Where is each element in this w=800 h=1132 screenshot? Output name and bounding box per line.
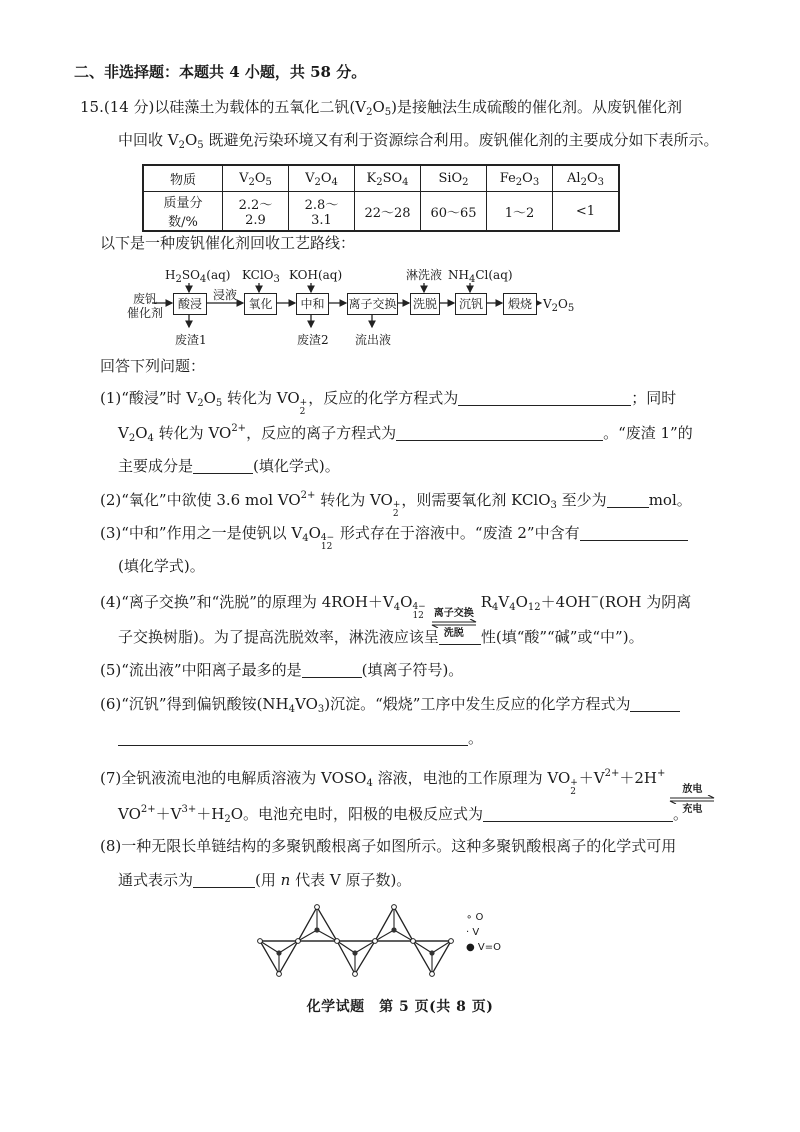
page-footer: 化学试题 第 5 页(共 8 页) [306,999,494,1015]
text: 子交换树脂)。为了提高洗脱效率，淋洗液应该呈 [118,628,439,646]
text: O。电池充电时，阳极的电极反应式为 [230,805,483,823]
text: O [558,297,568,311]
text: SO [181,268,200,282]
step-oxidation: 氧化 [244,293,277,315]
text: KClO [242,268,274,282]
vanadyl-atom [314,927,319,932]
text: VO [295,695,318,713]
output-label: 废渣1 [175,333,207,347]
text: 至少为 [556,491,607,509]
oxygen-atom [449,939,454,944]
text: K [366,171,377,186]
text: 22～28 [364,205,411,221]
subscript: 4 [331,177,338,188]
text: 。 [468,729,484,747]
legend-label: V [472,927,480,938]
superscript: + [657,768,666,779]
text: 二、非选择题：本题共 4 小题，共 58 分。 [74,63,367,81]
text: H [165,268,176,282]
subscript: 3 [532,177,540,188]
subscript: 2 [366,107,373,118]
legend-oxygen: ∘ O [466,912,484,923]
text: (4)“离子交换”和“洗脱”的原理为 4ROH＋V [100,593,394,611]
text: 以下是一种废钒催化剂回收工艺路线： [100,234,356,252]
subscript: 12 [412,611,424,621]
text: 。 [673,805,689,823]
text: SO [382,171,403,186]
text: O [515,593,528,611]
subscript: 2 [551,303,559,314]
subscript: 4 [302,533,309,544]
text: ＋4OH [540,593,591,611]
superscript: + [570,778,578,788]
oxygen-atom [392,905,397,910]
text: mol。 [648,491,692,509]
output-label: 废渣2 [297,333,329,347]
text: 主要成分是 [118,457,194,475]
step-elution: 洗脱 [410,293,440,315]
subscript: 2 [376,177,383,188]
legend-vanadium: · V [466,927,480,938]
text: 通式表示为 [118,871,194,889]
text: 。“废渣 1”的 [603,424,693,442]
vanadyl-atom [352,950,357,955]
superscript: 4− [320,533,335,543]
text: O [320,171,332,186]
subscript: 2 [224,814,231,825]
text: (1)“酸浸”时 V [100,389,198,407]
text: (8)一种无限长单链结构的多聚钒酸根离子如图所示。这种多聚钒酸根离子的化学式可用 [100,837,677,855]
text: (用 [255,871,281,889]
leach-liquid-label: 浸液 [213,288,238,302]
text: 15.(14 分)以硅藻土为载体的五氧化二钒(V [80,98,367,116]
text: ，则需要氧化剂 KClO [401,491,551,509]
subscript: 3 [273,274,280,285]
arrow-bottom-label: 洗脱 [443,628,464,639]
vanadyl-atom [429,950,434,955]
oxygen-atom [430,972,435,977]
superscript: 4− [412,602,426,612]
step-acid-leach: 酸浸 [173,293,207,315]
text: (2)“氧化”中欲使 3.6 mol VO [100,491,301,509]
text: ＋V [155,805,182,823]
subscript: 4 [288,704,296,715]
subscript: 2 [299,407,306,417]
subscript: 4 [509,602,516,613]
arrow-top-label: 放电 [682,784,703,795]
text: Al [567,171,581,186]
text: NH [448,268,469,282]
superscript: 3+ [181,804,197,815]
text: 质量分数/% [163,196,203,230]
text: ＋2H [619,769,658,787]
subscript: 2 [515,177,523,188]
subscript: 2 [570,787,576,797]
subscript: 12 [320,542,333,552]
step-precipitate: 沉钒 [455,293,487,315]
subscript: 2 [462,177,469,188]
text: R [480,593,493,611]
text: )沉淀。“煅烧”工序中发生反应的化学方程式为 [324,695,631,713]
arrow-bottom-label: 充电 [682,804,703,815]
subscript: 4 [199,274,207,285]
subscript: 4 [492,602,499,613]
subscript: 2 [392,509,399,519]
text: V [543,297,552,311]
oxygen-atom [373,939,378,944]
text: V [305,171,315,186]
text: 1～2 [504,205,535,221]
superscript: 2+ [140,804,156,815]
subscript: 5 [215,398,223,409]
oxygen-atom [335,939,340,944]
subscript: 12 [527,602,541,613]
legend-label: V=O [477,942,501,953]
text: 既避免污染环境又有利于资源综合利用。废钒催化剂的主要成分如下表所示。 [203,131,719,149]
step-calcine: 煅烧 [503,293,537,315]
subscript: 5 [265,177,272,188]
text: (6)“沉钒”得到偏钒酸铵(NH [100,695,289,713]
text: 60～65 [430,205,477,221]
text: O [308,524,321,542]
subscript: 3 [550,500,557,511]
text: 2.8～3.1 [304,198,339,228]
text: O [184,131,198,149]
text: 形式存在于溶液中。“废渣 2”中含有 [335,524,580,542]
text: 性(填“酸”“碱”或“中”)。 [480,628,644,646]
subscript: 2 [178,140,185,151]
superscript: 2+ [231,423,247,434]
subscript: 4 [468,274,476,285]
step-neutralize: 中和 [296,293,329,315]
subscript: 5 [197,140,204,151]
text: Cl(aq) [475,268,513,282]
subscript: 3 [317,704,325,715]
text: 中回收 V [118,131,179,149]
text: (ROH 为阴离 [598,593,692,611]
text: ，反应的化学方程式为 [308,389,459,407]
subscript: 2 [314,177,321,188]
text: (aq) [206,268,231,282]
text: 转化为 VO [222,389,300,407]
text: (7)全钒液流电池的电解质溶液为 VOSO [100,769,367,787]
oxygen-atom [296,939,301,944]
text: O [586,171,598,186]
text: SiO [438,171,463,186]
text: (3)“中和”作用之一是使钒以 V [100,524,303,542]
tetrahedron [337,941,375,974]
text: 回答下列问题： [100,357,206,375]
text: 代表 V 原子数)。 [290,871,412,889]
text: )是接触法生成硫酸的催化剂。从废钒催化剂 [391,98,683,116]
text: 溶液，电池的工作原理为 VO [372,769,571,787]
superscript: + [299,398,308,408]
text: Fe [499,171,516,186]
subscript: 3 [597,177,604,188]
text: O [203,389,216,407]
subscript: 4 [366,778,373,789]
legend-label: O [475,912,484,923]
text: O [372,98,385,116]
text: ；同时 [631,389,677,407]
vanadyl-atom [391,927,396,932]
italic-variable: n [280,871,291,889]
text: 转化为 VO [315,491,393,509]
text: V [239,171,249,186]
subscript: 2 [175,274,182,285]
text: V [118,424,129,442]
subscript: 5 [567,303,575,314]
text: ＋H [196,805,225,823]
input-label-line: 废钒 [133,292,158,306]
input-label-line: 催化剂 [127,306,164,320]
arrow-top-label: 离子交换 [433,608,474,619]
text: <1 [575,203,596,219]
subscript: 4 [393,602,401,613]
superscript: 2+ [300,490,316,501]
legend-vanadyl: ● V=O [466,942,501,953]
text: O [254,171,266,186]
text: (5)“流出液”中阳离子最多的是 [100,661,302,679]
text: ＋V [578,769,605,787]
text: (填离子符号)。 [361,661,464,679]
text: O [400,593,413,611]
oxygen-atom [353,972,358,977]
oxygen-atom [315,905,320,910]
oxygen-atom [411,939,416,944]
text: (填化学式)。 [253,457,340,475]
superscript: + [392,500,401,510]
text: 转化为 VO [153,424,232,442]
text: VO [118,805,141,823]
text: O [522,171,533,186]
oxygen-atom [258,939,263,944]
subscript: 4 [402,177,409,188]
subscript: 4 [147,433,154,444]
step-ion-exchange: 离子交换 [347,293,398,315]
output-label: 流出液 [355,333,392,347]
text: V [498,593,510,611]
subscript: 2 [197,398,204,409]
text: 淋洗液 [406,268,443,282]
text: (填化学式)。 [118,557,205,575]
subscript: 5 [384,107,392,118]
text: ，反应的离子方程式为 [246,424,397,442]
subscript: 2 [580,177,587,188]
vanadyl-atom [276,950,281,955]
superscript: − [590,592,599,603]
superscript: 2+ [604,768,620,779]
oxygen-atom [277,972,282,977]
text: O [135,424,148,442]
subscript: 2 [128,433,136,444]
subscript: 2 [248,177,255,188]
text: 物质 [169,173,196,188]
text: KOH(aq) [289,268,343,282]
text: 2.2～2.9 [238,198,273,228]
